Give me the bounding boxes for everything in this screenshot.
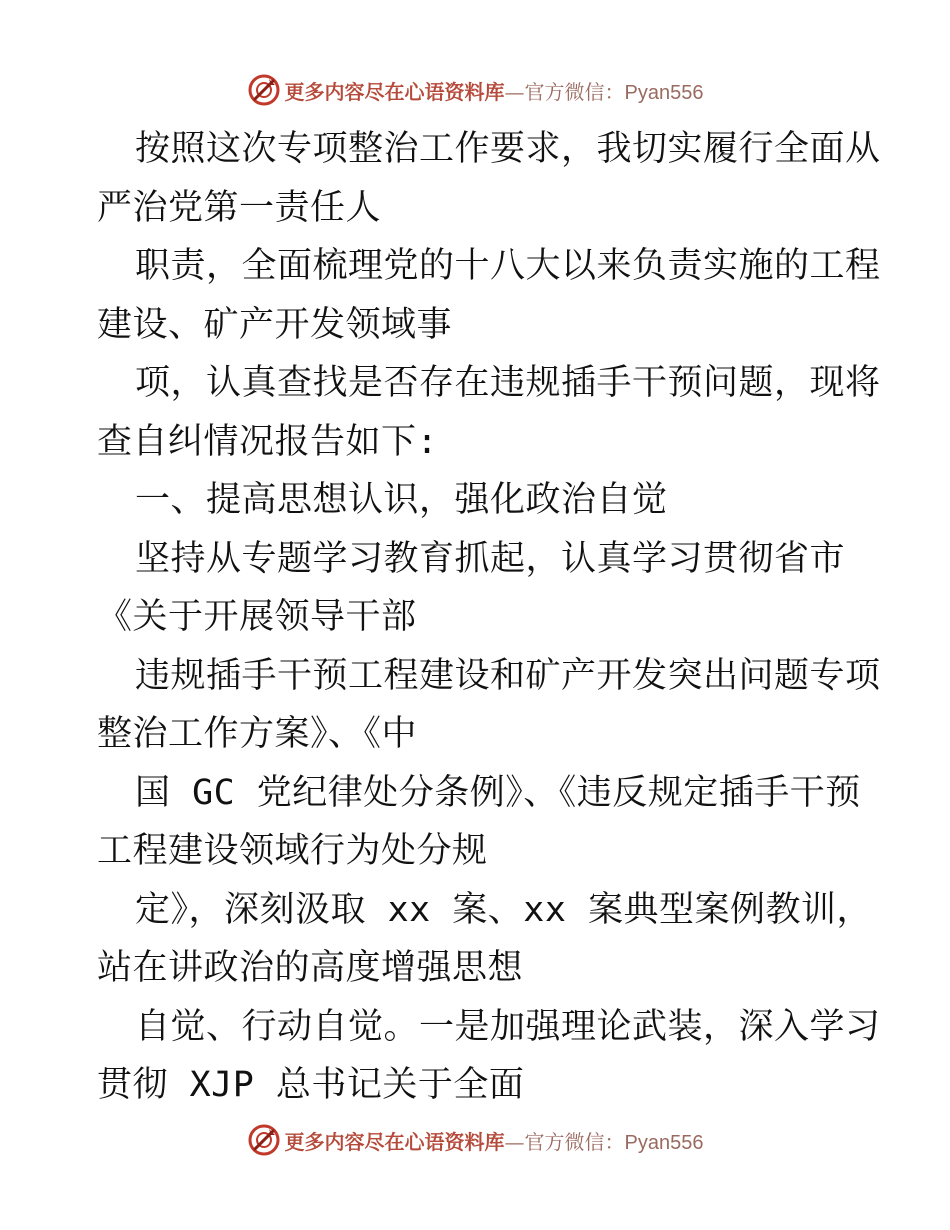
text-line: 《关于开展领导干部 (97, 597, 417, 637)
logo-icon (247, 73, 281, 107)
logo-icon (247, 1123, 281, 1157)
banner-wechat-label: 官方微信： (524, 1129, 625, 1154)
text-line: 查自纠情况报告如下: (97, 421, 439, 462)
banner-wechat-id: Pyan556 (624, 81, 704, 104)
text-line: 整治工作方案》、《中 (97, 714, 418, 754)
section-heading: 一、提高思想认识，强化政治自觉 (135, 480, 668, 520)
text-line: 建设、矿产开发领域事 (97, 304, 453, 345)
text-line: 严治党第一责任人 (97, 187, 382, 228)
banner-brand: 更多内容尽在心语资料库 (284, 79, 505, 104)
banner-brand: 更多内容尽在心语资料库 (284, 1129, 505, 1154)
header-banner (0, 70, 950, 110)
banner-wechat-label: 官方微信： (524, 79, 625, 104)
text-line: 定》，深刻汲取 xx 案、xx 案典型案例教训， (135, 889, 873, 930)
text-line: 违规插手干预工程建设和矿产开发突出问题专项 (135, 655, 881, 696)
text-line: 坚持从专题学习教育抓起，认真学习贯彻省市 (135, 538, 846, 579)
text-line: 国 GC 党纪律处分条例》、《违反规定插手干预 (135, 772, 861, 813)
text-line: 贯彻 XJP 总书记关于全面 (97, 1065, 525, 1105)
banner-text (285, 1126, 704, 1155)
banner-separator: — (504, 79, 525, 104)
banner-separator: — (504, 1129, 525, 1154)
text-line: 按照这次专项整治工作要求，我切实履行全面从 (135, 129, 881, 169)
footer-banner (0, 1120, 950, 1160)
text-line: 工程建设领域行为处分规 (97, 831, 488, 871)
text-line: 职责，全面梳理党的十八大以来负责实施的工程 (135, 246, 881, 286)
text-line: 站在讲政治的高度增强思想 (97, 948, 524, 988)
document-body (97, 120, 881, 1115)
text-line: 项，认真查找是否存在违规插手干预问题，现将 (135, 363, 881, 403)
text-line: 自觉、行动自觉。一是加强理论武装，深入学习 (135, 1006, 881, 1047)
banner-wechat-id: Pyan556 (624, 1131, 704, 1154)
banner-text (285, 76, 704, 105)
